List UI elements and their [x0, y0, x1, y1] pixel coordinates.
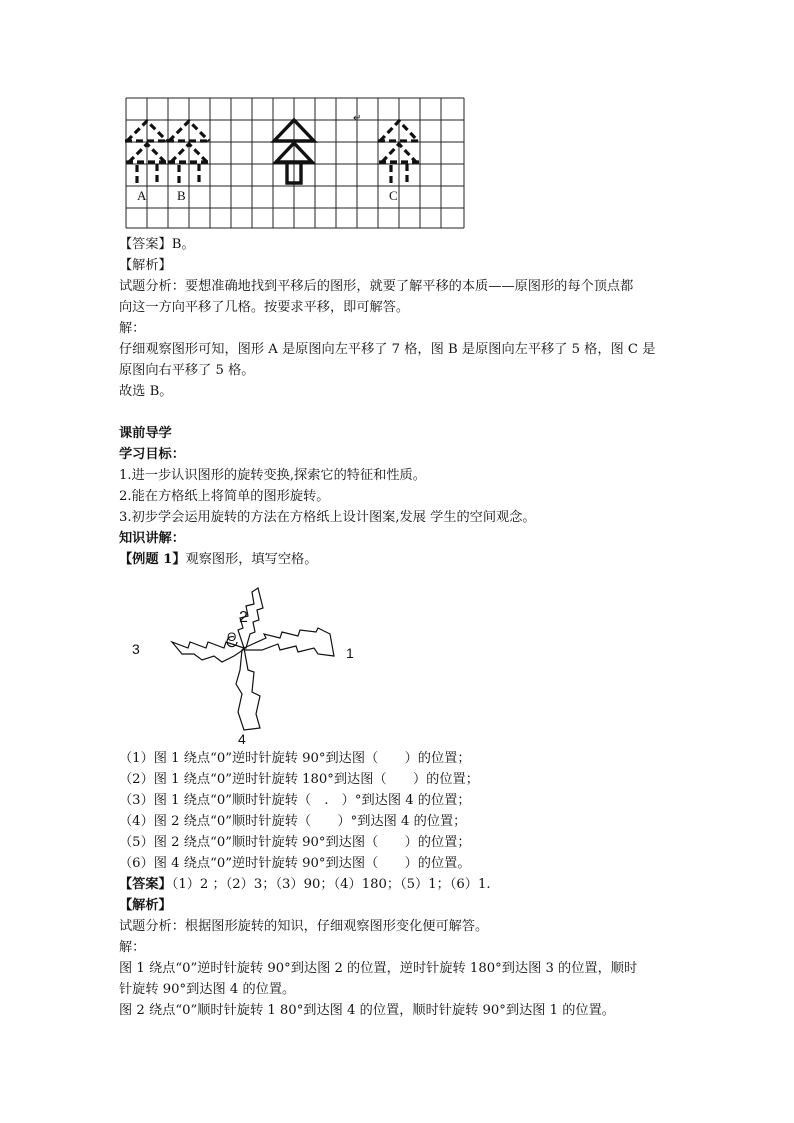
blade-1 [244, 628, 334, 656]
question-4: （4）图 2 绕点“0”顺时针旋转（ ）°到达图 4 的位置； [119, 814, 467, 829]
stray-mark: ↵ [353, 113, 362, 124]
label-4: 4 [238, 731, 246, 747]
analysis-2: 试题分析：根据图形旋转的知识，仔细观察图形变化便可解答。 [119, 919, 489, 934]
solution-2-line-3: 图 2 绕点“0”顺时针旋转 1 80°到达图 4 的位置，顺时针旋转 90°到达图 1 的位置。 [119, 1003, 615, 1018]
solution-label-1: 解： [119, 321, 146, 336]
example-tag: 【例题 1】 [119, 552, 186, 567]
blade-4 [236, 648, 260, 730]
answer-2 [119, 875, 491, 895]
question-2: （2）图 1 绕点“0”逆时针旋转 180°到达图（ ）的位置； [119, 772, 479, 787]
analysis-1-line-1: 试题分析：要想准确地找到平移后的图形，就要了解平移的本质——原图形的每个顶点都 [119, 279, 634, 294]
answer-2-text: （1）2 ；（2）3；（3）90；（4）180；（5）1；（6）1. [171, 877, 491, 892]
solution-2-line-2: 针旋转 90°到达图 4 的位置。 [119, 982, 296, 997]
solution-label-2: 解： [119, 940, 146, 955]
pinwheel-figure [126, 582, 366, 750]
tree-c-dashed [378, 121, 422, 183]
blade-3 [172, 642, 244, 662]
label-3: 3 [132, 641, 140, 657]
label-2: 2 [239, 609, 248, 626]
analysis-1-line-2: 向这一方向平移了几格。按要求平移，即可解答。 [119, 300, 410, 315]
grid-tree-figure [124, 96, 468, 230]
solution-2-line-1: 图 1 绕点“0”逆时针旋转 90°到达图 2 的位置，逆时针旋转 180°到达图 3 的位置，顺时 [119, 961, 638, 976]
question-5: （5）图 2 绕点“0”顺时针旋转 90°到达图（ ）的位置； [119, 835, 471, 850]
solution-1-line-1: 仔细观察图形可知，图形 A 是原图向左平移了 7 格，图 B 是原图向左平移了 5 格，图 C 是 [119, 342, 656, 357]
question-1: （1）图 1 绕点“0”逆时针旋转 90°到达图（ ）的位置； [119, 751, 471, 766]
answer-1: 【答案】B。 [119, 237, 195, 252]
label-a: A [137, 188, 147, 203]
label-1: 1 [346, 645, 354, 661]
conclusion-1: 故选 B。 [119, 384, 173, 399]
question-6: （6）图 4 绕点“0”逆时针旋转 90°到达图（ ）的位置。 [119, 856, 471, 871]
example-text: 观察图形，填写空格。 [185, 552, 318, 567]
label-c: C [389, 188, 398, 203]
goal-1: 1.进一步认识图形的旋转变换,探索它的特征和性质。 [119, 468, 426, 483]
example-line [119, 550, 317, 570]
preview-heading: 课前导学 [119, 426, 172, 441]
analysis-heading-2: 【解析】 [119, 898, 172, 913]
goal-2: 2.能在方格纸上将简单的图形旋转。 [119, 489, 330, 504]
goal-3: 3.初步学会运用旋转的方法在方格纸上设计图案,发展 学生的空间观念。 [119, 510, 536, 525]
goals-heading: 学习目标： [119, 447, 185, 462]
solution-1-line-2: 原图向右平移了 5 格。 [119, 363, 255, 378]
question-3: （3）图 1 绕点“0”顺时针旋转（ . ）°到达图 4 的位置； [119, 793, 471, 808]
answer-2-tag: 【答案】 [119, 877, 172, 892]
label-b: B [177, 188, 186, 203]
knowledge-heading: 知识讲解： [119, 531, 185, 546]
analysis-heading-1: 【解析】 [119, 258, 172, 273]
center-label-o: O [227, 630, 237, 644]
